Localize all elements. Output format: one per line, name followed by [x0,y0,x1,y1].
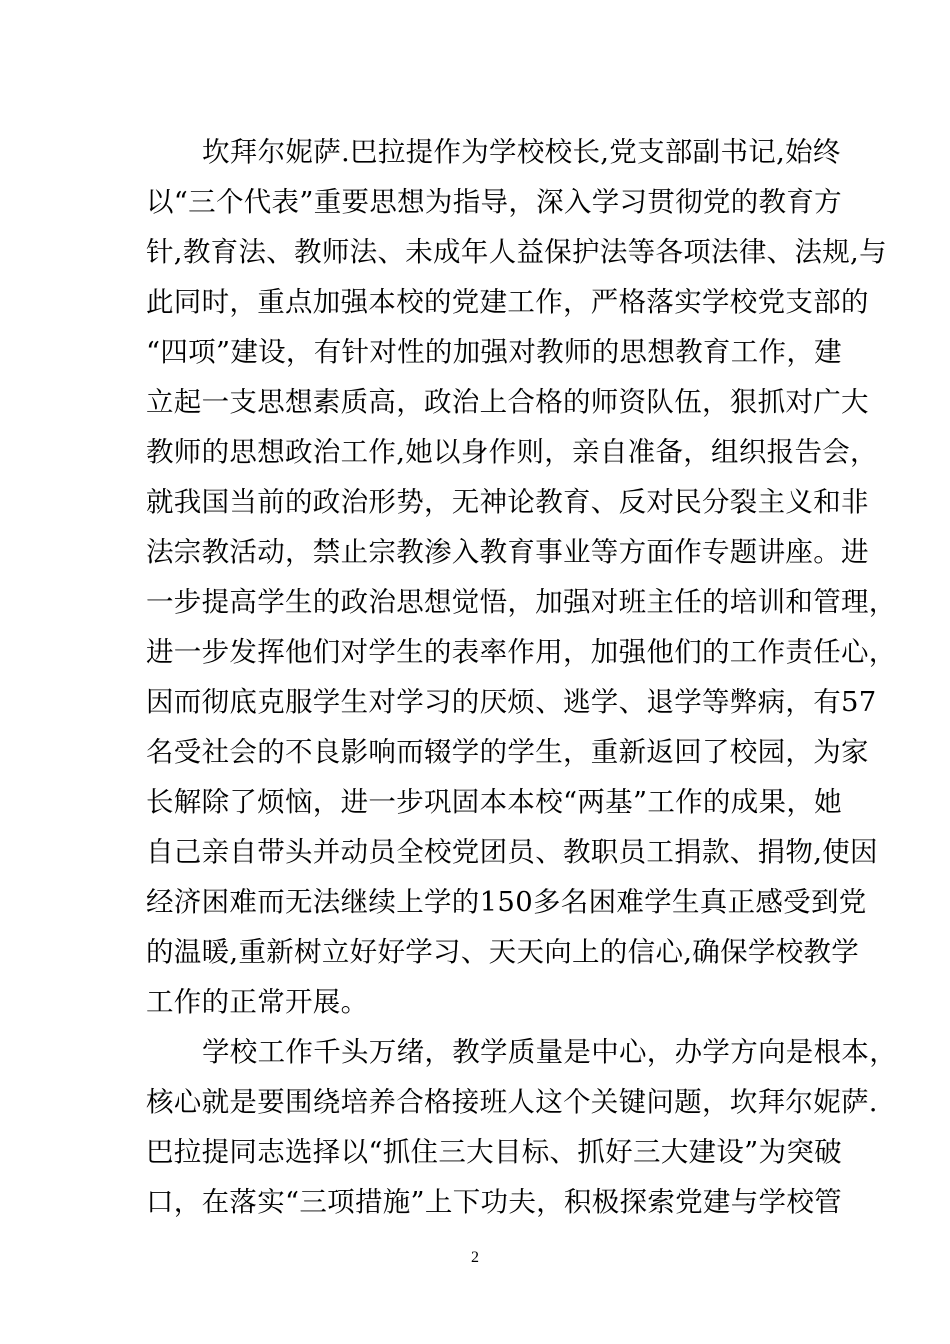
text-line: 工作的正常开展。 [146,986,369,1018]
text-line: 就我国当前的政治形势，无神论教育、反对民分裂主义和非 [146,486,869,518]
text-line: 核心就是要围绕培养合格接班人这个关键问题，坎拜尔妮萨. [146,1086,878,1118]
text-line: 巴拉提同志选择以“抓住三大目标、抓好三大建设”为突破 [146,1136,842,1168]
text-line: 的温暖,重新树立好好学习、天天向上的信心,确保学校教学 [146,936,860,968]
text-line: 长解除了烦恼，进一步巩固本本校“两基”工作的成果，她 [146,786,842,818]
page-number: 2 [471,1249,479,1266]
text-line: 因而彻底克服学生对学习的厌烦、逃学、退学等弊病，有57 [146,686,877,718]
text-line: 以“三个代表”重要思想为指导，深入学习贯彻党的教育方 [146,186,842,218]
text-line: “四项”建设，有针对性的加强对教师的思想教育工作，建 [146,336,842,368]
text-line: 一步提高学生的政治思想觉悟，加强对班主任的培训和管理， [146,586,897,618]
text-line: 针,教育法、教师法、未成年人益保护法等各项法律、法规,与 [146,236,887,268]
text-line: 坎拜尔妮萨.巴拉提作为学校校长,党支部副书记,始终 [202,136,841,168]
text-line: 名受社会的不良影响而辍学的学生，重新返回了校园，为家 [146,736,869,768]
text-line: 法宗教活动，禁止宗教渗入教育事业等方面作专题讲座。进 [146,536,869,568]
text-line: 教师的思想政治工作,她以身作则，亲自准备，组织报告会， [146,436,878,468]
text-line: 经济困难而无法继续上学的150多名困难学生真正感受到党 [146,886,867,918]
text-line: 学校工作千头万绪，教学质量是中心，办学方向是根本， [202,1036,897,1068]
text-line: 立起一支思想素质高，政治上合格的师资队伍，狠抓对广大 [146,386,869,418]
text-line: 此同时，重点加强本校的党建工作，严格落实学校党支部的 [146,286,869,318]
text-line: 口，在落实“三项措施”上下功夫，积极探索党建与学校管 [146,1186,842,1218]
text-line: 进一步发挥他们对学生的表率作用，加强他们的工作责任心， [146,636,897,668]
text-line: 自己亲自带头并动员全校党团员、教职员工捐款、捐物,使因 [146,836,878,868]
